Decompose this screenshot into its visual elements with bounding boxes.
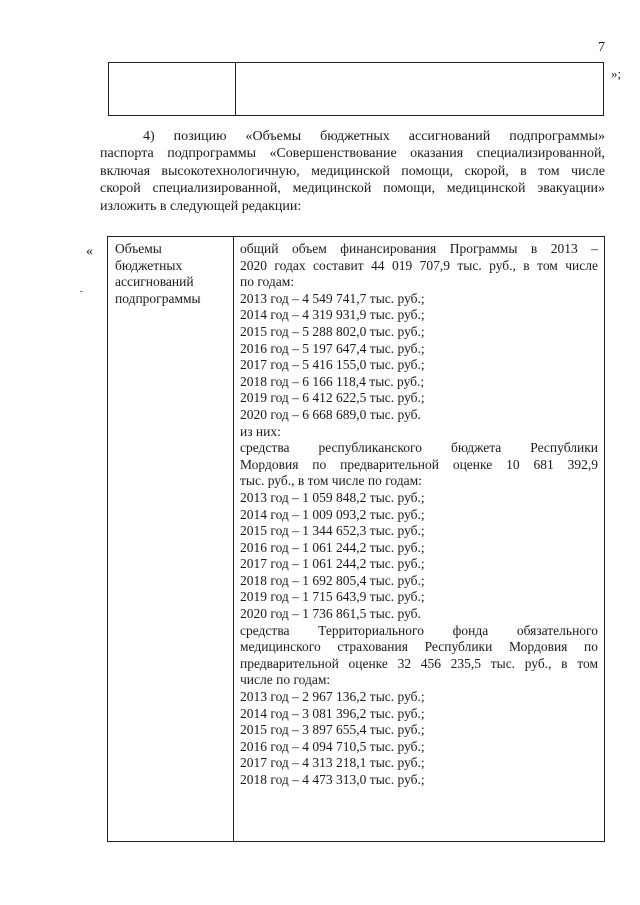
total-funding-line: общий объем финансирования Программы в 2013 – xyxy=(240,241,598,256)
total-year-line: 2014 год – 4 319 931,9 тыс. руб.; xyxy=(240,307,425,323)
total-year-line: 2017 год – 5 416 155,0 тыс. руб.; xyxy=(240,357,425,373)
paragraph-line: паспорта подпрограммы «Совершенствование оказания специализированной, xyxy=(100,146,605,162)
republic-budget-line: средства республиканского бюджета Республики xyxy=(240,440,598,456)
position-name-cell xyxy=(115,241,227,307)
position-name-line: ассигнований xyxy=(115,274,194,290)
paragraph-line: изложить в следующей редакции: xyxy=(100,198,302,214)
republic-year-line: 2020 год – 1 736 861,5 тыс. руб. xyxy=(240,606,421,622)
republic-budget-line: тыс. руб., в том числе по годам: xyxy=(240,473,422,489)
paragraph-line: скорой специализированной, медицинской помощи, медицинской эвакуации» xyxy=(100,181,605,197)
insurance-year-line: 2016 год – 4 094 710,5 тыс. руб.; xyxy=(240,738,425,754)
insurance-year-line: 2014 год – 3 081 396,2 тыс. руб.; xyxy=(240,705,425,721)
budget-table-column-divider xyxy=(233,237,234,841)
total-year-line: 2016 год – 5 197 647,4 тыс. руб.; xyxy=(240,340,425,356)
total-funding-line: 2020 годах составит 44 019 707,9 тыс. руб., в том числе xyxy=(240,257,598,273)
top-table-column-divider xyxy=(235,63,236,115)
republic-year-line: 2018 год – 1 692 805,4 тыс. руб.; xyxy=(240,572,425,588)
republic-year-line: 2019 год – 1 715 643,9 тыс. руб.; xyxy=(240,589,425,605)
total-year-line: 2018 год – 6 166 118,4 тыс. руб.; xyxy=(240,373,425,389)
open-quote: « xyxy=(86,244,93,259)
republic-year-line: 2017 год – 1 061 244,2 тыс. руб.; xyxy=(240,556,425,572)
insurance-fund-line: медицинского страхования Республики Мордовия по xyxy=(240,639,598,655)
top-table-fragment xyxy=(108,62,604,116)
total-year-line: 2020 год – 6 668 689,0 тыс. руб. xyxy=(240,406,421,422)
republic-budget-line: Мордовия по предварительной оценке 10 681 392,9 xyxy=(240,456,598,472)
republic-year-line: 2016 год – 1 061 244,2 тыс. руб.; xyxy=(240,539,425,555)
insurance-year-line: 2015 год – 3 897 655,4 тыс. руб.; xyxy=(240,722,425,738)
position-name-line: Объемы xyxy=(115,241,162,256)
position-name-line: бюджетных xyxy=(115,257,183,273)
position-value-cell xyxy=(240,241,598,789)
total-year-line: 2015 год – 5 288 802,0 тыс. руб.; xyxy=(240,323,425,339)
total-funding-line: по годам: xyxy=(240,274,295,290)
insurance-year-line: 2018 год – 4 473 313,0 тыс. руб.; xyxy=(240,772,425,787)
republic-year-line: 2014 год – 1 009 093,2 тыс. руб.; xyxy=(240,506,425,522)
amendment-paragraph xyxy=(100,128,605,215)
position-name-line: подпрограммы xyxy=(115,290,201,306)
page-number: 7 xyxy=(598,40,605,55)
of-them-label: из них: xyxy=(240,423,281,439)
top-table-close-mark: »; xyxy=(611,66,622,81)
insurance-year-line: 2017 год – 4 313 218,1 тыс. руб.; xyxy=(240,755,425,771)
paragraph-line: включая высокотехнологичную, медицинской помощи, скорой, в том числе xyxy=(100,163,605,179)
insurance-fund-line: предварительной оценке 32 456 235,5 тыс. руб., в том xyxy=(240,655,598,671)
paragraph-line: 4) позицию «Объемы бюджетных ассигнований подпрограммы» xyxy=(143,129,605,144)
republic-year-line: 2013 год – 1 059 848,2 тыс. руб.; xyxy=(240,489,425,505)
total-year-line: 2013 год – 4 549 741,7 тыс. руб.; xyxy=(240,290,425,306)
total-year-line: 2019 год – 6 412 622,5 тыс. руб.; xyxy=(240,390,425,406)
republic-year-line: 2015 год – 1 344 652,3 тыс. руб.; xyxy=(240,523,425,539)
insurance-fund-line: средства Территориального фонда обязательного xyxy=(240,622,598,638)
budget-table xyxy=(107,236,605,842)
insurance-fund-line: числе по годам: xyxy=(240,672,331,688)
insurance-year-line: 2013 год – 2 967 136,2 тыс. руб.; xyxy=(240,689,425,705)
margin-mark xyxy=(80,291,83,292)
